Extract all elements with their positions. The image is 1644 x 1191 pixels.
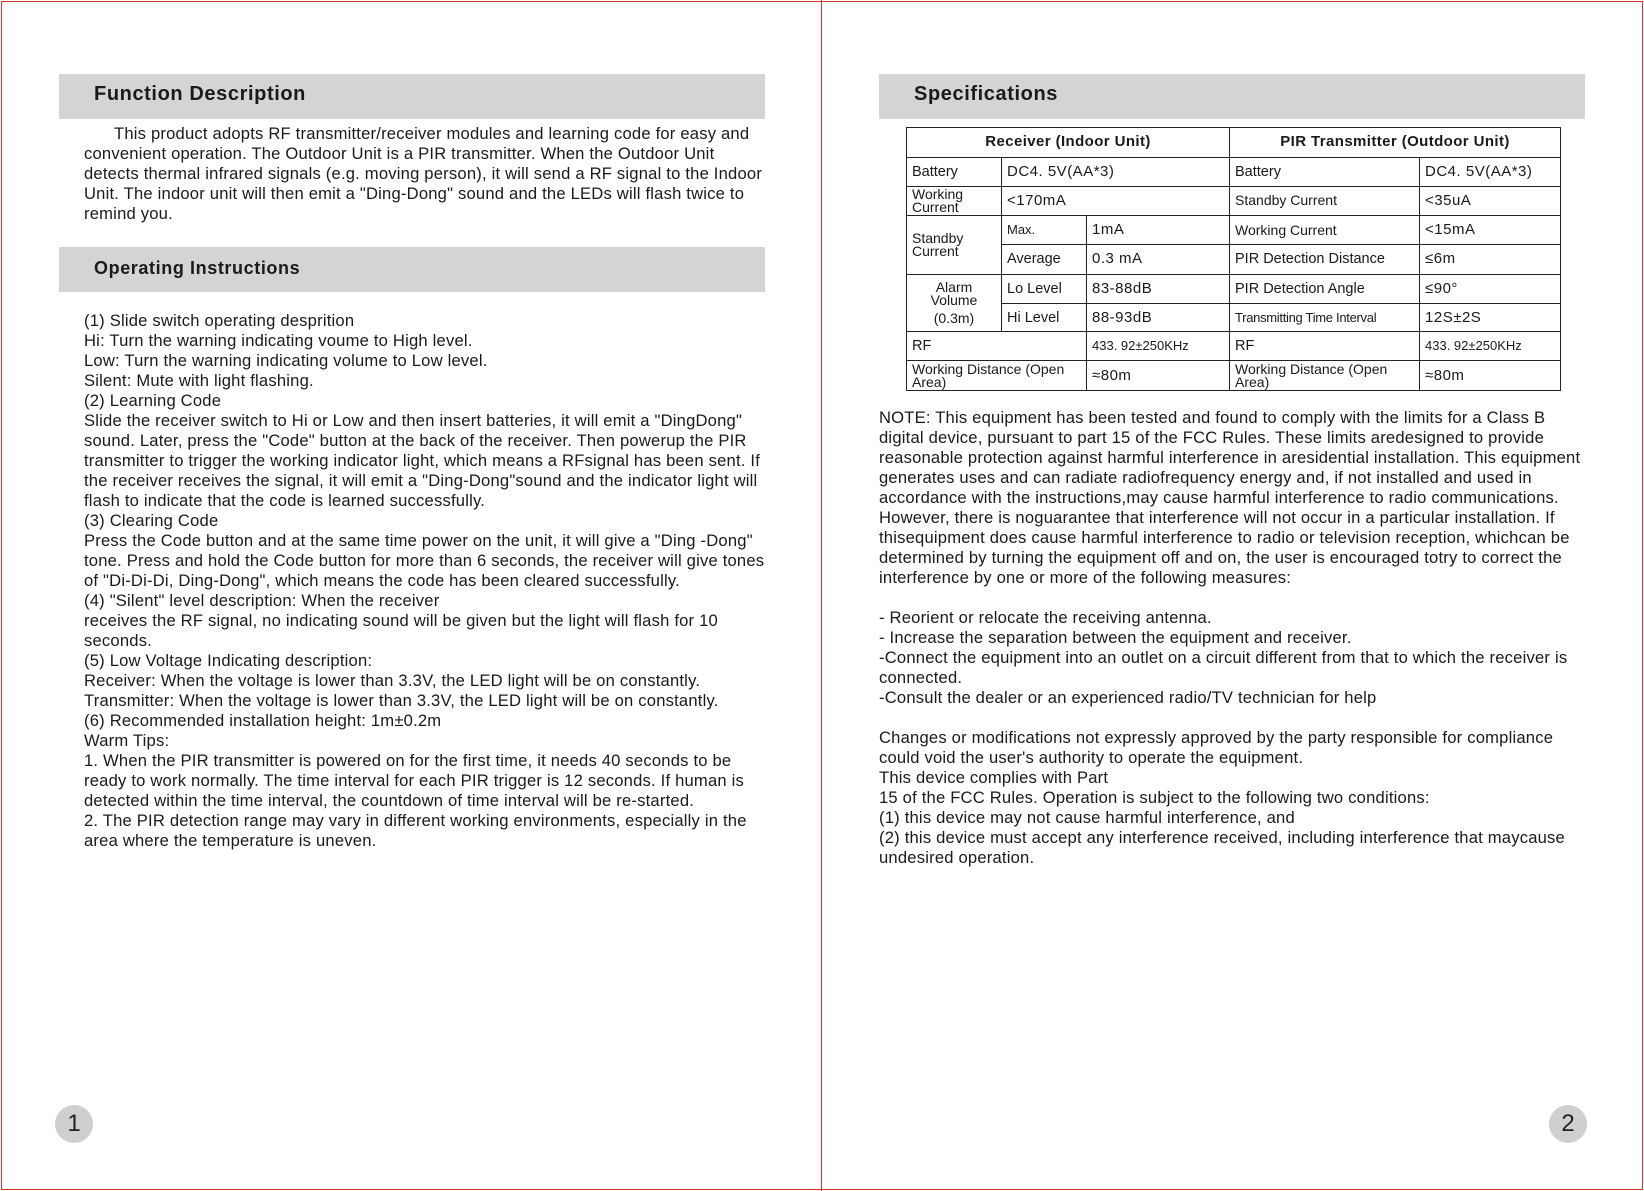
r-hi-label: Hi Level [1002, 303, 1087, 332]
r-lo-label: Lo Level [1002, 274, 1087, 303]
r-standby-max-label: Max. [1002, 216, 1087, 245]
table-row [907, 361, 1561, 391]
t-rf-value: 433. 92±250KHz [1420, 332, 1561, 361]
r-distance-value: ≈80m [1087, 361, 1230, 391]
t-standby-label: Standby Current [1230, 186, 1420, 216]
r-battery-value: DC4. 5V(AA*3) [1002, 157, 1230, 186]
function-description-heading: Function Description [59, 74, 765, 119]
r-rf-value: 433. 92±250KHz [1087, 332, 1230, 361]
specifications-heading: Specifications [879, 74, 1585, 119]
r-standby-avg-value: 0.3 mA [1087, 245, 1230, 275]
r-rf-label: RF [907, 332, 1087, 361]
specifications-table [906, 127, 1561, 391]
operating-instructions-heading: Operating Instructions [59, 247, 765, 292]
t-distance-label: Working Distance (Open Area) [1230, 361, 1420, 391]
t-battery-value: DC4. 5V(AA*3) [1420, 157, 1561, 186]
table-row [907, 332, 1561, 361]
table-row [907, 245, 1561, 275]
table-row [907, 216, 1561, 245]
r-battery-label: Battery [907, 157, 1002, 186]
t-working-label: Working Current [1230, 216, 1420, 245]
t-standby-value: <35uA [1420, 186, 1561, 216]
transmitter-header: PIR Transmitter (Outdoor Unit) [1230, 128, 1561, 158]
r-working-value: <170mA [1002, 186, 1230, 216]
function-description-text: This product adopts RF transmitter/receiver modules and learning code for easy and convenient operation. The Outdoor Unit is a PIR transmitter. When the Outdoor Unit detects thermal infrared signals (e.g. moving person), it will send a RF signal to the Indoor Unit. The indoor unit will then emit a "Ding-Dong" sound and the LEDs will flash twice to remind you. [84, 124, 763, 223]
operating-instructions-text: (1) Slide switch operating desprition Hi: Turn the warning indicating voume to High level. Low: Turn the warning indicating volume to Low level. Silent: Mute with light flashing. (2) Learning Code Slide the receiver switch to Hi or Low and then insert batteries, it will emit a "DingDong" sound. Later, press the "Code" button at the back of the receiver. Then powerup the PIR transmitter to trigger the working indicator light, which means a RFsignal has been sent. If the receiver receives the signal, it will emit a "Ding-Dong"sound and the indicator light will flash to indicate that the code is learned successfully. (3) Clearing Code Press the Code button and at the same time power on the unit, it will give a "Ding -Dong" tone. Press and hold the Code button for more than 6 seconds, the receiver will give tones of "Di-Di-Di, Ding-Dong", which means the code has been cleared successfully. (4) "Silent" level description: When the receiver receives the RF signal, no indicating sound will be given but the light will flash for 10 seconds. (5) Low Voltage Indicating description: Receiver: When the voltage is lower than 3.3V, the LED light will be on constantly. Transmitter: When the voltage is lower than 3.3V, the LED light will be on constantly. (6) Recommended installation height: 1m±0.2m Warm Tips: 1. When the PIR transmitter is powered on for the first time, it needs 40 seconds to be ready to work normally. The time interval for each PIR trigger is 12 seconds. If human is detected within the time interval, the countdown of time interval will be re-started. 2. The PIR detection range may vary in different working environments, especially in the area where the temperature is uneven. [84, 311, 765, 850]
r-working-label: Working Current [907, 186, 1002, 216]
r-alarm-distance-text: (0.3m) [933, 310, 975, 327]
r-alarm-label-text: Alarm Volume [930, 279, 978, 309]
r-hi-value: 88-93dB [1087, 303, 1230, 332]
t-working-value: <15mA [1420, 216, 1561, 245]
t-interval-value: 12S±2S [1420, 303, 1561, 332]
page-number-1: 1 [55, 1105, 93, 1143]
table-row [907, 157, 1561, 186]
table-row [907, 303, 1561, 332]
t-pir-distance-label: PIR Detection Distance [1230, 245, 1420, 275]
table-row [907, 186, 1561, 216]
r-standby-max-value: 1mA [1087, 216, 1230, 245]
page-fold-line [821, 0, 822, 1191]
t-pir-distance-value: ≤6m [1420, 245, 1561, 275]
t-pir-angle-value: ≤90° [1420, 274, 1561, 303]
r-distance-label: Working Distance (Open Area) [907, 361, 1087, 391]
r-standby-label: Standby Current [907, 216, 1002, 275]
table-row [907, 274, 1561, 303]
t-rf-label: RF [1230, 332, 1420, 361]
r-alarm-volume-label [907, 274, 1002, 332]
t-distance-value: ≈80m [1420, 361, 1561, 391]
t-interval-label: Transmitting Time Interval [1230, 303, 1420, 332]
page-number-2: 2 [1549, 1105, 1587, 1143]
t-battery-label: Battery [1230, 157, 1420, 186]
fcc-note-text: NOTE: This equipment has been tested and found to comply with the limits for a Class B digital device, pursuant to part 15 of the FCC Rules. These limits aredesigned to provide reasonable protection against harmful interference in aresidential installation. This equipment generates uses and can radiate radiofrequency energy and, if not installed and used in accordance with the instructions,may cause harmful interference to radio communications. However, there is noguarantee that interference will not occur in a particular installation. If thisequipment does cause harmful interference to radio or television reception, whichcan be determined by turning the equipment off and on, the user is encouraged totry to correct the interference by one or more of the following measures: - Reorient or relocate the receiving antenna. - Increase the separation between the equipment and receiver. -Connect the equipment into an outlet on a circuit different from that to which the receiver is connected. -Consult the dealer or an experienced radio/TV technician for help Changes or modifications not expressly approved by the party responsible for compliance could void the user's authority to operate the equipment. This device complies with Part 15 of the FCC Rules. Operation is subject to the following two conditions: (1) this device may not cause harmful interference, and (2) this device must accept any interference received, including interference that maycause undesired operation. [879, 408, 1581, 867]
r-lo-value: 83-88dB [1087, 274, 1230, 303]
table-header-row [907, 128, 1561, 158]
receiver-header: Receiver (Indoor Unit) [907, 128, 1230, 158]
t-pir-angle-label: PIR Detection Angle [1230, 274, 1420, 303]
r-standby-avg-label: Average [1002, 245, 1087, 275]
